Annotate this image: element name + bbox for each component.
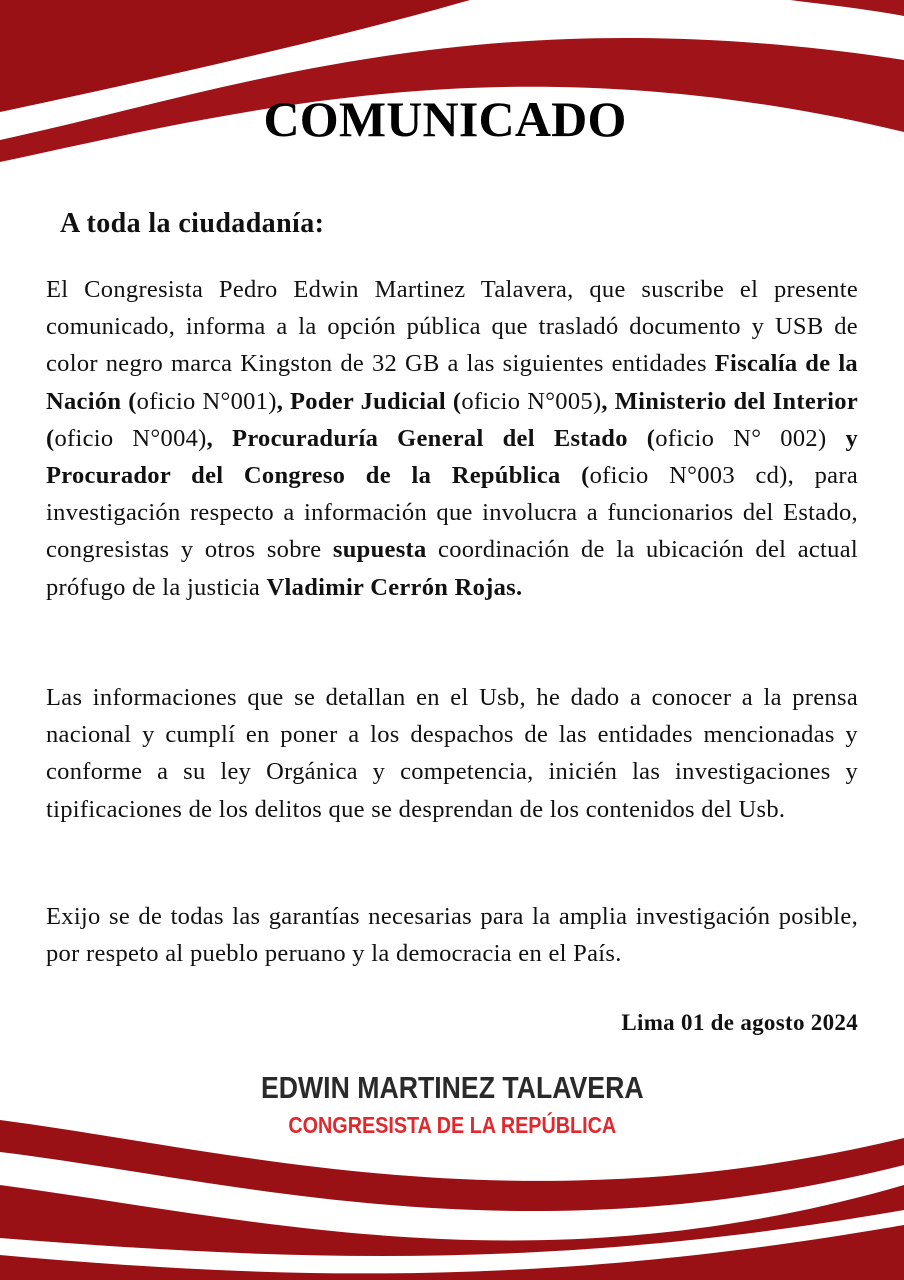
p1-text-6: oficio N°003 cd), para investigación respecto a información que involucra a funcionarios del Estado, congresistas y otros sobre xyxy=(46,462,858,564)
top-right-corner xyxy=(790,0,904,16)
p1-bold-supuesta: supuesta xyxy=(332,536,427,564)
p1-bold-procurador: y Procurador del Congreso de la República ( xyxy=(46,424,858,490)
p1-bold-procuraduria: , Procuraduría General del Estado ( xyxy=(206,424,656,452)
p1-bold-name: Vladimir Cerrón Rojas. xyxy=(266,573,523,601)
p1-bold-fiscalia: Fiscalía de la Nación ( xyxy=(46,350,858,415)
paragraph-3: Exijo se de todas las garantías necesarias para la amplia investigación posible, por respeto al pueblo peruano y la democracia en el País. xyxy=(46,903,858,968)
signature-name: EDWIN MARTINEZ TALAVERA xyxy=(260,1070,644,1105)
date-line: Lima 01 de agosto 2024 xyxy=(621,1010,858,1035)
p1-text-4: oficio N°004) xyxy=(54,424,207,452)
paragraph-2: Las informaciones que se detallan en el Usb, he dado a conocer a la prensa nacional y cumplí en poner a los despachos de las entidades mencionadas y conforme a su ley Orgánica y competencia, inicién las investigaciones y tipificaciones de los delitos que se desprendan de los contenidos del Usb. xyxy=(46,684,858,823)
signature-role: CONGRESISTA DE LA REPÚBLICA xyxy=(288,1112,617,1138)
p1-text-3: oficio N°005) xyxy=(461,387,602,415)
salutation: A toda la ciudadanía: xyxy=(60,208,325,239)
p1-text-1: El Congresista Pedro Edwin Martinez Talavera, que suscribe el presente comunicado, informa a la opción pública que trasladó documento y USB de color negro marca Kingston de 32 GB a las siguientes entidades xyxy=(46,276,858,378)
p1-bold-ministerio: , Ministerio del Interior ( xyxy=(46,387,858,452)
p1-text-5: oficio N° 002) xyxy=(655,424,846,452)
paragraph-1 xyxy=(46,271,858,606)
page-title: COMUNICADO xyxy=(263,91,627,147)
p1-text-2: oficio N°001) xyxy=(136,387,277,415)
p1-bold-poder-judicial: , Poder Judicial ( xyxy=(276,387,462,415)
p1-text-7: coordinación de la ubicación del actual prófugo de la justicia xyxy=(46,536,858,601)
